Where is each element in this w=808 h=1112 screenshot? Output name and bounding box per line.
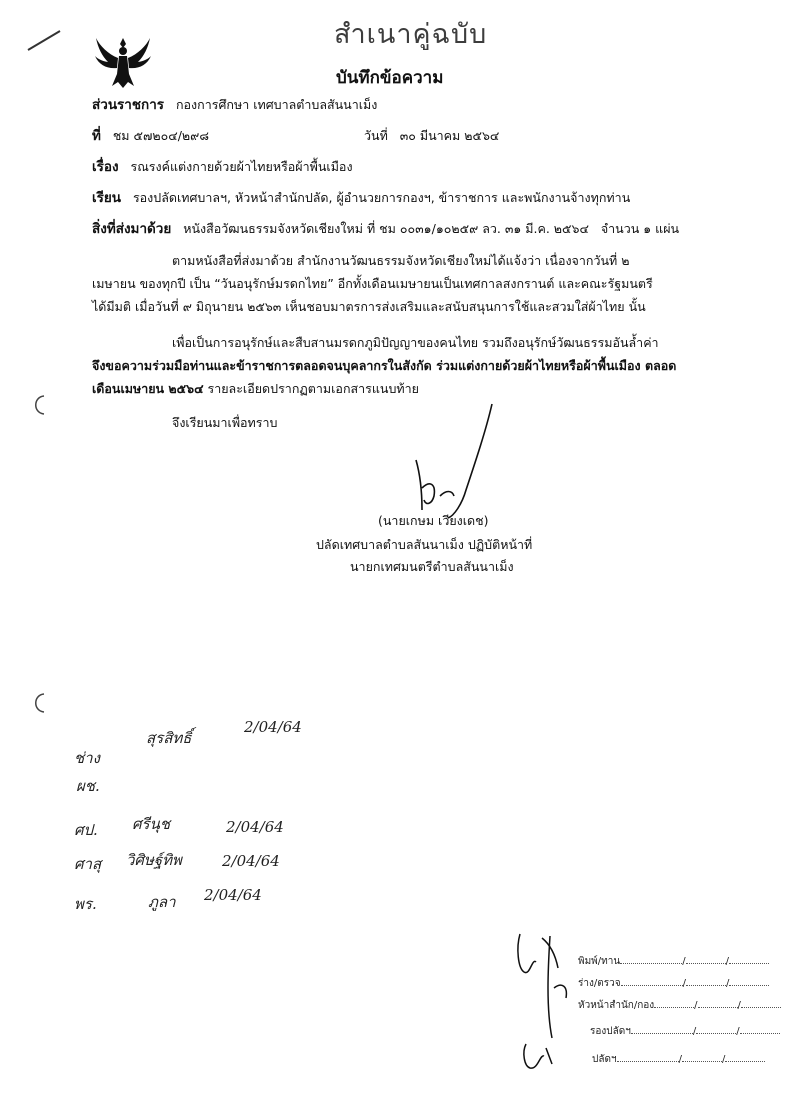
copy-stamp: สำเนาคู่ฉบับ — [334, 19, 488, 50]
body-line — [92, 380, 419, 398]
handwritten-date: 2/04/64 — [226, 818, 284, 836]
ref-row — [92, 127, 209, 145]
handwritten-date: 2/04/64 — [222, 852, 280, 870]
approval-fill — [631, 1024, 693, 1034]
approval-row: ร่าง/ตรวจ / / — [578, 976, 769, 991]
to-value: รองปลัดเทศบาลฯ, หัวหน้าสำนักปลัด, ผู้อำนวยการกองฯ, ข้าราชการ และพนักงานจ้างทุกท่าน — [132, 190, 631, 205]
body-line: ตามหนังสือที่ส่งมาด้วย สำนักงานวัฒนธรรมจังหวัดเชียงใหม่ได้แจ้งว่า เนื่องจากวันที่ ๒ — [172, 253, 630, 268]
date-label: วันที่ — [364, 128, 388, 143]
handwritten-label: พร. — [74, 895, 97, 913]
approval-fill — [698, 998, 738, 1008]
agency-value: กองการศึกษา เทศบาลตำบลสันนาเม็ง — [175, 97, 378, 112]
approval-row: ปลัดฯ / / — [592, 1052, 765, 1067]
handwritten-label: ศาสุ — [74, 855, 102, 873]
handwritten-label: ช่าง — [74, 749, 100, 767]
memo-title: บันทึกข้อความ — [336, 68, 444, 88]
punch-hole — [30, 394, 46, 416]
body-line: ได้มีมติ เมื่อวันที่ ๙ มิถุนายน ๒๕๖๓ เห็นชอบมาตรการส่งเสริมและสนับสนุนการใช้และสวมใส่ผ้าไทย นั้น — [92, 299, 646, 314]
attachment-value: หนังสือวัฒนธรรมจังหวัดเชียงใหม่ ที่ ชม ๐๐๓๑/๑๐๒๕๙ ลว. ๓๑ มี.ค. ๒๕๖๔ — [183, 221, 589, 236]
date-row — [364, 127, 499, 145]
handwritten-date: 2/04/64 — [244, 718, 302, 736]
agency-label: ส่วนราชการ — [92, 97, 165, 113]
body-line-bold: จึงขอความร่วมมือท่านและข้าราชการตลอดจนบุคลากรในสังกัด ร่วมแต่งกายด้วยผ้าไทยหรือผ้าพื้นเมือง ตลอด — [92, 358, 677, 373]
approval-fill — [686, 976, 726, 986]
body-line: เพื่อเป็นการอนุรักษ์และสืบสานมรดกภูมิปัญญาของคนไทย รวมถึงอนุรักษ์วัฒนธรรมอันล้ำค่า — [172, 335, 659, 350]
signer-position: ปลัดเทศบาลตำบลสันนาเม็ง ปฏิบัติหน้าที่ — [316, 537, 533, 552]
agency-row — [92, 96, 377, 114]
subject-label: เรื่อง — [92, 159, 119, 175]
handwritten-name: ศรีนุช — [132, 815, 171, 833]
to-label: เรียน — [92, 190, 122, 206]
approval-fill — [686, 954, 726, 964]
approval-row: รองปลัดฯ / / — [590, 1024, 780, 1039]
approval-role: หัวหน้าสำนัก/กอง — [578, 1000, 655, 1011]
to-row — [92, 189, 630, 207]
handwritten-name: สุรสิทธิ์ — [146, 729, 192, 747]
attachment-label: สิ่งที่ส่งมาด้วย — [92, 221, 172, 237]
signer-name: (นายเกษม เวียงเดช) — [378, 513, 489, 528]
approval-fill — [696, 1024, 736, 1034]
closing-line: จึงเรียนมาเพื่อทราบ — [172, 415, 278, 430]
body-line: เมษายน ของทุกปี เป็น “วันอนุรักษ์มรดกไทย” อีกทั้งเดือนเมษายนเป็นเทศกาลสงกรานต์ และคณะรัฐมนตรี — [92, 276, 653, 291]
approval-fill — [741, 998, 781, 1008]
approval-fill — [617, 1052, 679, 1062]
subject-value: รณรงค์แต่งกายด้วยผ้าไทยหรือผ้าพื้นเมือง — [130, 159, 353, 174]
handwritten-label: ศป. — [74, 821, 98, 839]
handwritten-label: ผช. — [76, 777, 100, 795]
ref-label: ที่ — [92, 128, 101, 144]
approval-role: ร่าง/ตรวจ — [578, 978, 621, 989]
signer-position: นายกเทศมนตรีตำบลสันนาเม็ง — [350, 559, 514, 574]
approval-role: รองปลัดฯ — [590, 1026, 631, 1037]
approval-fill — [740, 1024, 780, 1034]
handwritten-name: วิศิษฐ์ทิพ — [126, 851, 182, 869]
date-value: ๓๐ มีนาคม ๒๕๖๔ — [399, 128, 500, 143]
subject-row — [92, 158, 353, 176]
approval-role: พิมพ์/ทาน — [578, 956, 621, 967]
punch-hole — [30, 692, 46, 714]
approval-fill — [729, 954, 769, 964]
body-rest: รายละเอียดปรากฏตามเอกสารแนบท้าย — [203, 381, 419, 396]
approval-fill — [729, 976, 769, 986]
approval-role: ปลัดฯ — [592, 1054, 617, 1065]
body-bold-phrase: เดือนเมษายน ๒๕๖๔ — [92, 381, 204, 396]
handwritten-signature — [396, 400, 506, 520]
approval-fill — [620, 954, 682, 964]
approval-fill — [654, 998, 694, 1008]
pen-mark — [26, 28, 64, 54]
approval-fill — [682, 1052, 722, 1062]
garuda-emblem — [94, 34, 152, 90]
attachment-count: จำนวน ๑ แผ่น — [600, 221, 680, 236]
approval-fill — [621, 976, 683, 986]
approval-row: พิมพ์/ทาน / / — [578, 954, 769, 969]
handwritten-name: ภูลา — [148, 893, 176, 911]
approval-fill — [725, 1052, 765, 1062]
approval-row: หัวหน้าสำนัก/กอง / / — [578, 998, 781, 1013]
ref-value: ชม ๕๗๒๐๔/๒๙๘ — [112, 128, 209, 143]
handwritten-date: 2/04/64 — [204, 886, 262, 904]
attachment-row — [92, 220, 679, 238]
